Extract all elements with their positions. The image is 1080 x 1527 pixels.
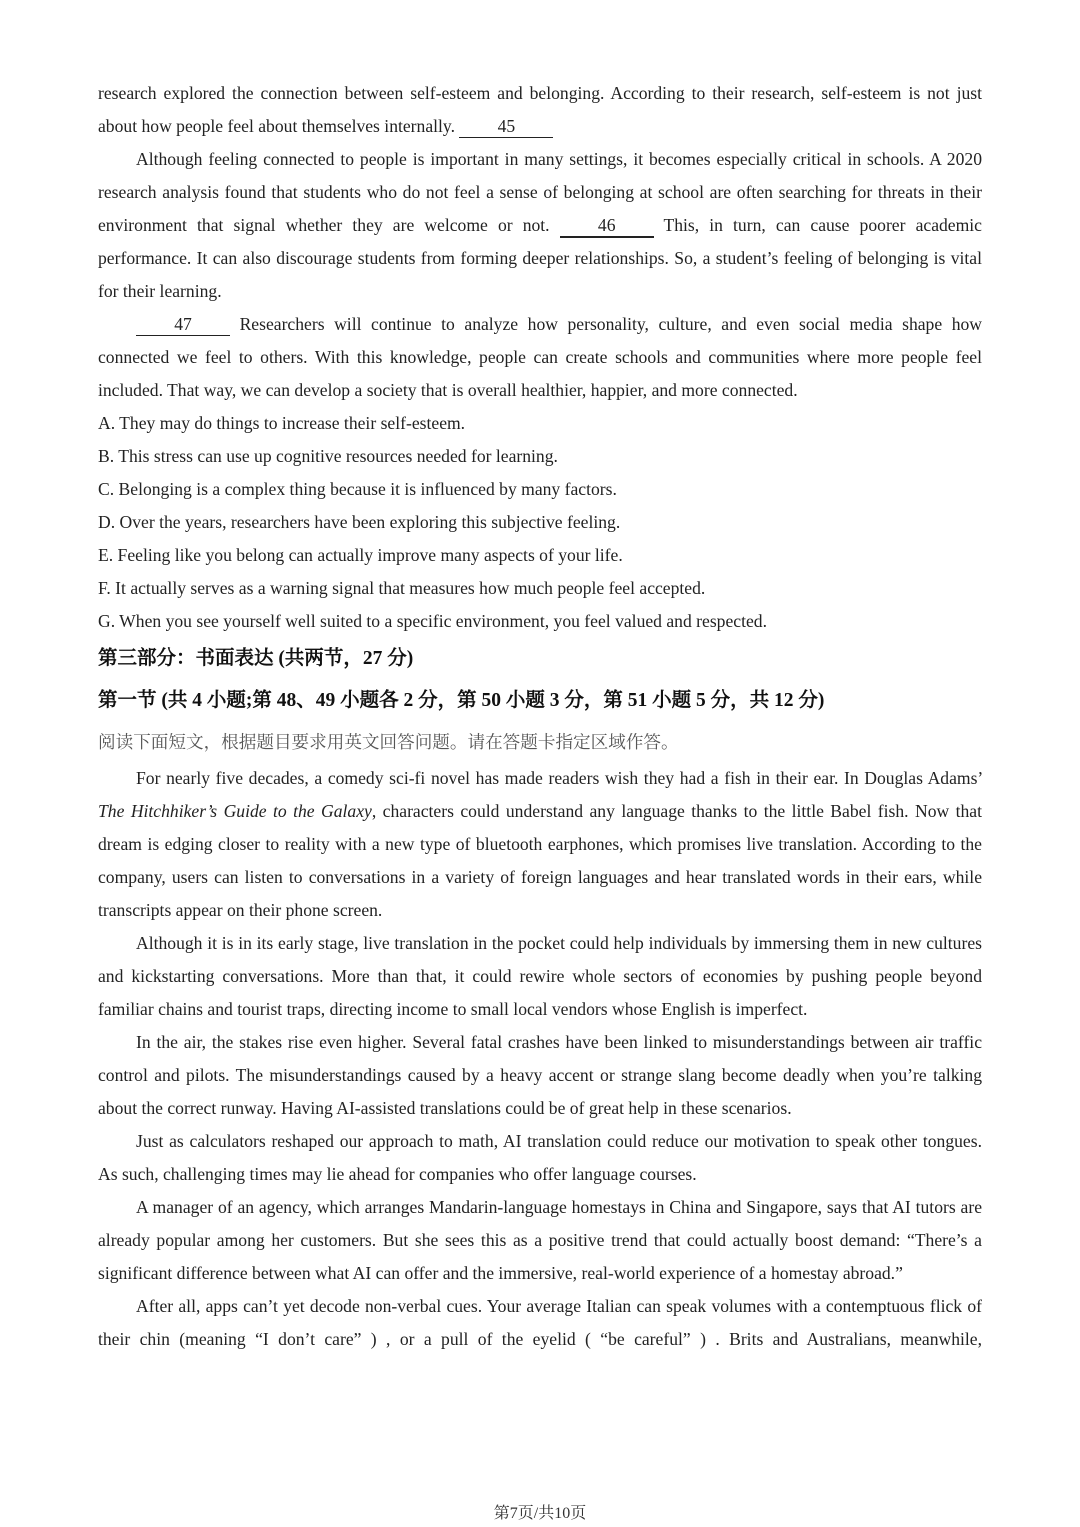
option-b: B. This stress can use up cognitive resources needed for learning. — [98, 446, 558, 466]
option-d: D. Over the years, researchers have been exploring this subjective feeling. — [98, 512, 621, 532]
paragraph: In the air, the stakes rise even higher. Several fatal crashes have been linked to misunderstandings between air traffic control and pilots. The misunderstandings caused by a heavy accent or strange slang become deadly when you’re talking about the correct runway. Having AI-assisted translations could be of great help in these scenarios. — [98, 1032, 982, 1118]
document-page — [98, 77, 982, 1356]
paragraph: research explored the connection between self-esteem and belonging. According to their research, self-esteem is not just about how people feel about themselves internally. 45 — [98, 83, 982, 136]
section-title: 第三部分：书面表达 (共两节，27 分) — [98, 648, 414, 669]
paragraph: A manager of an agency, which arranges Mandarin-language homestays in China and Singapore, says that AI tutors are already popular among her customers. But she sees this as a positive trend that could actually boost demand: “There’s a significant difference between what AI can offer and the immersive, real-world experience of a homestay abroad.” — [98, 1197, 982, 1283]
paragraph: Just as calculators reshaped our approach to math, AI translation could reduce our motivation to speak other tongues. As such, challenging times may lie ahead for companies who offer language courses. — [98, 1131, 982, 1184]
option-e: E. Feeling like you belong can actually improve many aspects of your life. — [98, 545, 623, 565]
paragraph: For nearly five decades, a comedy sci-fi novel has made readers wish they had a fish in their ear. In Douglas Adams’ The Hitchhiker’s Guide to the Galaxy, characters could understand any language thanks to the little Babel fish. Now that dream is edging closer to reality with a new type of bluetooth earphones, which promises live translation. According to the company, users can listen to conversations in a variety of foreign languages and hear translated words in their ears, while transcripts appear on their phone screen. — [98, 768, 982, 920]
blank-47: 47 — [136, 313, 230, 336]
option-a: A. They may do things to increase their self-esteem. — [98, 413, 466, 433]
option-f: F. It actually serves as a warning signal that measures how much people feel accepted. — [98, 578, 706, 598]
book-title: The Hitchhiker’s Guide to the Galaxy — [98, 801, 372, 821]
instruction: 阅读下面短文，根据题目要求用英文回答问题。请在答题卡指定区域作答。 — [98, 732, 679, 752]
paragraph: Although it is in its early stage, live translation in the pocket could help individuals by immersing them in new cultures and kickstarting conversations. More than that, it could rewire whole sectors of economies by pushing people beyond familiar chains and tourist traps, directing income to small local vendors whose English is imperfect. — [98, 933, 982, 1019]
paragraph: After all, apps can’t yet decode non-verbal cues. Your average Italian can speak volumes with a contemptuous flick of their chin (meaning “I don’t care” ) , or a pull of the eyelid ( “be careful” ) . Brits and Australians, meanwhile, — [98, 1296, 982, 1349]
option-g: G. When you see yourself well suited to a specific environment, you feel valued and respected. — [98, 611, 767, 631]
option-c: C. Belonging is a complex thing because it is influenced by many factors. — [98, 479, 617, 499]
blank-45: 45 — [459, 115, 553, 138]
paragraph: Although feeling connected to people is important in many settings, it becomes especially critical in schools. A 2020 research analysis found that students who do not feel a sense of belonging at school are often searching for threats in their environment that signal whether they are welcome or not. 46 This, in turn, can cause poorer academic performance. It can also discourage students from forming deeper relationships. So, a student’s feeling of belonging is vital for their learning. — [98, 149, 982, 301]
subsection-title: 第一节 (共 4 小题;第 48、49 小题各 2 分，第 50 小题 3 分，第 51 小题 5 分，共 12 分) — [98, 690, 825, 711]
paragraph: 47 Researchers will continue to analyze how personality, culture, and even social media shape how connected we feel to others. With this knowledge, people can create schools and communities where more people feel included. That way, we can develop a society that is overall healthier, happier, and more connected. — [98, 314, 983, 400]
blank-46: 46 — [560, 214, 654, 238]
page-footer: 第7页/共10页 — [493, 1505, 587, 1522]
